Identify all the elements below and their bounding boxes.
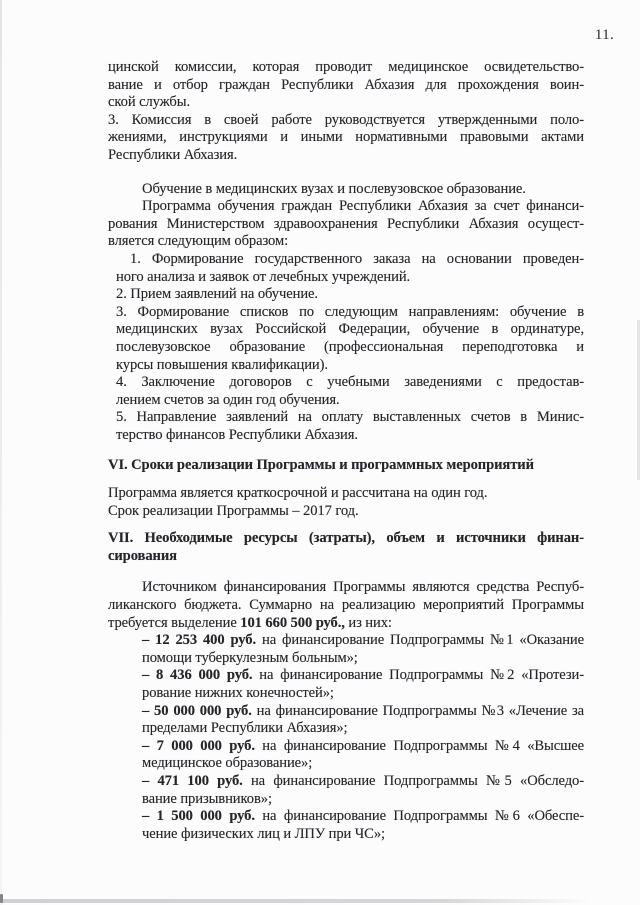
text-line [116,304,584,322]
text-line [142,703,584,721]
text-line [108,112,584,130]
text-segment: курсы повышения квалификации). [116,356,328,373]
funding-source-paragraph [108,579,584,632]
text-segment: Республики Абхазия. [108,146,238,163]
text-line [108,216,584,234]
text-segment: 4. Заключение договоров с учебными заведениями с предостав- [116,374,584,391]
text-line [116,339,584,357]
text-segment: из них: [344,614,392,631]
text-segment: на финансирование Подпрограммы №5 «Обследо- [242,772,584,789]
section-vi-paragraph [108,485,584,520]
text-line [116,374,584,392]
text-segment: 5. Направление заявлений на оплату выставленных счетов в Минис- [116,409,584,426]
text-line [108,503,584,521]
text-line [116,321,584,339]
text-segment: вание призывников»; [142,790,272,807]
text-segment: на финансирование Подпрограммы №2 «Протези- [252,667,584,684]
text-segment: Срок реализации Программы – 2017 год. [108,502,359,519]
text-segment: Обучение в медицинских вузах и послевузовское образование. [142,180,526,197]
scan-artifact-bottom-bar [0,899,592,903]
text-segment: медицинское образование»; [142,755,313,772]
text-line [142,791,584,809]
text-segment: вание и отбор граждан Республики Абхазия для прохождения воин- [108,76,584,93]
text-line [108,129,584,147]
bold-text-segment: – 50 000 000 руб. [142,702,252,719]
text-line [108,181,584,199]
text-segment: на финансирование Подпрограммы №1 «Оказание [256,632,585,649]
text-segment: 1. Формирование государственного заказа на основании проведен- [130,250,584,267]
text-segment: Программа является краткосрочной и рассчитана на один год. [108,485,488,502]
education-steps-list [116,251,584,445]
scan-artifact-left-edge [0,0,2,905]
text-segment: на финансирование Подпрограммы №4 «Высшее [254,737,585,754]
text-line [116,269,584,287]
funding-allocations-list [142,632,584,843]
text-segment: 3. Комиссия в своей работе руководствуется утвержденными поло- [108,111,584,128]
text-segment: 2. Прием заявлений на обучение. [116,286,318,303]
text-line [108,530,584,548]
text-segment: вляется следующим образом: [108,233,289,250]
text-line [142,826,584,844]
text-segment: лением счетов за один год обучения. [116,391,340,408]
text-line [108,548,584,566]
section-vii-heading [108,530,584,565]
text-line [142,720,584,738]
text-line [108,485,584,503]
text-line [108,615,584,633]
bold-text-segment: – 8 436 000 руб. [142,667,253,684]
text-segment: ской службы. [108,94,191,111]
text-line [108,579,584,597]
text-segment: пределами Республики Абхазия»; [142,720,348,737]
bold-text-segment: – 12 253 400 руб. [142,632,257,649]
text-segment: терство финансов Республики Абхазия. [116,426,358,443]
bold-text-segment: – 7 000 000 руб. [142,737,255,754]
text-segment: медицинских вузах Российской Федерации, обучение в ординатуре, [116,321,584,338]
text-segment: на финансирование Подпрограммы №3 «Лечение за [251,702,584,719]
text-line [116,392,584,410]
text-line [142,632,584,650]
text-line [116,357,584,375]
bold-text-segment: VII. Необходимые ресурсы (затраты), объем и источники финан- [108,530,584,547]
text-line [108,597,584,615]
page-number: 11. [594,27,614,43]
bold-text-segment: сирования [108,547,177,564]
text-segment: 3. Формирование списков по следующим направлениям: обучение в [116,303,584,320]
text-line [116,427,584,445]
bold-text-segment: – 471 100 руб. [142,772,243,789]
text-segment: цинской комиссии, которая проводит медицинское освидетельство- [108,59,584,75]
bold-text-segment: – 1 500 000 руб. [142,808,255,825]
text-line [142,773,584,791]
text-line [108,77,584,95]
text-line [108,457,584,475]
bold-text-segment: VI. Сроки реализации Программы и программных мероприятий [108,457,534,474]
text-line [116,251,584,269]
text-segment: рование нижних конечностей»; [142,685,334,701]
scan-artifact-speck [0,894,3,903]
text-line [108,59,584,77]
text-segment: ного анализа и заявок от лечебных учреждений. [116,268,411,285]
text-segment: рования Министерством здравоохранения Республики Абхазия осущест- [108,215,584,232]
text-line [142,808,584,826]
document-body [108,59,584,843]
text-line [142,667,584,685]
text-segment: жениями, инструкциями и иными нормативными правовыми актами [108,129,584,146]
text-segment: чение физических лиц и ЛПУ при ЧС»; [142,825,385,842]
education-section [108,181,584,251]
text-line [142,650,584,668]
text-segment: помощи туберкулезным больным»; [142,649,358,666]
text-line [116,286,584,304]
section-vi-heading [108,457,584,475]
bold-text-segment: 101 660 500 руб., [240,614,345,631]
text-line [142,755,584,773]
text-line [142,685,584,703]
text-segment: Программа обучения граждан Республики Абхазия за счет финанси- [142,198,584,215]
text-line [108,198,584,216]
text-line [108,94,584,112]
text-segment: требуется выделение [108,614,241,631]
text-line [108,233,584,251]
text-segment: послевузовское образование (профессиональная переподготовка и [116,338,584,355]
text-segment: Источником финансирования Программы являются средства Респуб- [142,579,584,596]
text-segment: на финансирование Подпрограммы №6 «Обеспе- [254,808,584,825]
text-line [142,738,584,756]
text-line [116,409,584,427]
medical-commission-paragraph [108,59,584,165]
text-line [108,147,584,165]
text-segment: ликанского бюджета. Суммарно на реализацию мероприятий Программы [108,597,584,614]
